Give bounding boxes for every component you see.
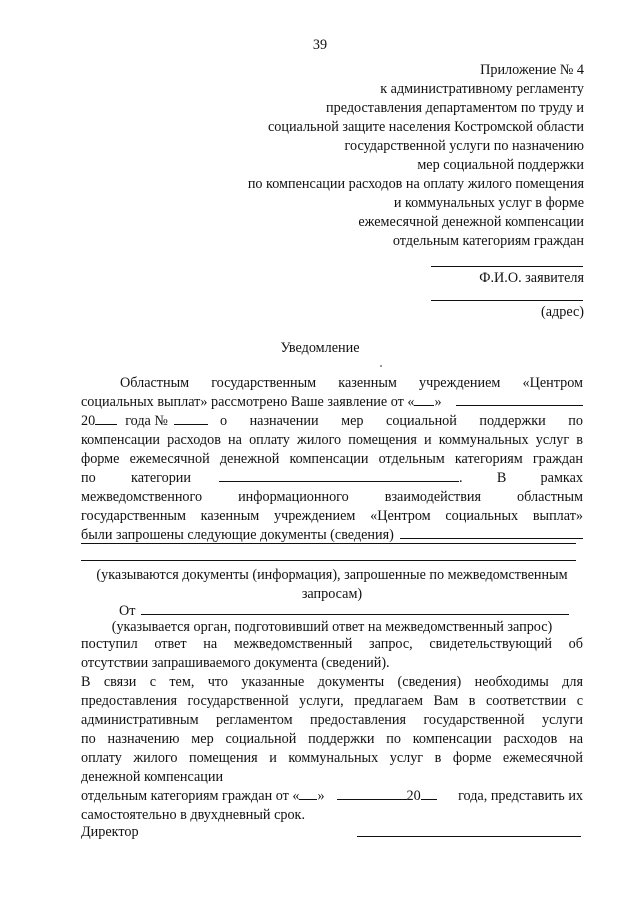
paragraph-line: отсутствии запрашиваемого документа (сведений). <box>81 655 390 671</box>
paragraph-line: Областным государственным казенным учреждением «Центром <box>120 375 583 391</box>
number-blank <box>174 423 208 425</box>
documents-line <box>81 543 576 544</box>
paragraph-line: межведомственного информационного взаимодействия областным <box>81 489 583 505</box>
applicant-address-label: (адрес) <box>540 304 584 320</box>
paragraph-line <box>81 787 583 806</box>
paragraph-line <box>81 412 583 431</box>
paragraph-line: оплату жилого помещения и коммунальных услуг в форме ежемесячной <box>81 750 583 766</box>
text-fragment: года № <box>125 413 168 429</box>
month-blank <box>456 404 583 406</box>
text-fragment: 20 <box>406 788 421 804</box>
paragraph-line: административным регламентом предоставления государственной услуги <box>81 712 583 728</box>
applicant-address-line <box>431 300 583 301</box>
text-fragment: социальных выплат» рассмотрено Ваше заявление от « <box>81 394 415 410</box>
from-hint: (указывается орган, подготовивший ответ на межведомственный запрос) <box>111 619 553 635</box>
text-fragment: года, представить их <box>458 788 583 804</box>
category-blank <box>219 480 459 482</box>
text-fragment: 20 <box>81 413 96 429</box>
text-fragment: » <box>317 788 325 804</box>
applicant-name-label: Ф.И.О. заявителя <box>479 270 584 286</box>
appendix-line: предоставления департаментом по труду и <box>326 100 584 116</box>
paragraph-line: государственным казенным учреждением «Центром социальных выплат» <box>81 508 583 524</box>
appendix-line: и коммунальных услуг в форме <box>393 195 584 211</box>
paragraph-line: денежной компенсации <box>81 769 224 785</box>
applicant-name-line <box>431 266 583 267</box>
paragraph-line: В связи с тем, что указанные документы (сведения) необходимы для <box>81 674 583 690</box>
signature-label: Директор <box>81 824 139 840</box>
appendix-line: мер социальной поддержки <box>417 157 584 173</box>
paragraph-line: компенсации расходов на оплату жилого помещения и коммунальных услуг в <box>81 432 583 448</box>
notice-title: Уведомление <box>280 340 360 356</box>
from-blank <box>141 613 569 615</box>
appendix-line: ежемесячной денежной компенсации <box>358 214 584 230</box>
paragraph-line: по назначению мер социальной поддержки по компенсации расходов на <box>81 731 583 747</box>
scan-speck <box>380 365 382 367</box>
text-fragment: отдельным категориям граждан от « <box>81 788 300 804</box>
from-label: От <box>119 603 136 619</box>
signature-line <box>357 836 581 837</box>
page-number: 39 <box>312 37 328 53</box>
month-blank <box>337 798 407 800</box>
paragraph-line: предоставления государственной услуги, предлагаем Вам в соответствии с <box>81 693 583 709</box>
text-fragment: по категории <box>81 470 191 486</box>
text-fragment: были запрошены следующие документы (сведения) <box>81 527 394 543</box>
appendix-line: по компенсации расходов на оплату жилого помещения <box>247 176 584 192</box>
documents-blank <box>400 537 583 539</box>
appendix-line: социальной защите населения Костромской области <box>267 119 584 135</box>
paragraph-line <box>81 393 583 412</box>
paragraph-line: поступил ответ на межведомственный запрос, свидетельствующий об <box>81 636 583 652</box>
documents-line <box>81 560 576 561</box>
paragraph-line <box>81 469 583 488</box>
documents-hint: запросам) <box>301 586 363 602</box>
paragraph-line: самостоятельно в двухдневный срок. <box>81 807 305 823</box>
day-blank <box>299 798 317 800</box>
appendix-line: отдельным категориям граждан <box>392 233 584 249</box>
day-blank <box>414 404 434 406</box>
paragraph-line: форме ежемесячной денежной компенсации отдельным категориям граждан <box>81 451 583 467</box>
year-blank <box>421 798 437 800</box>
text-fragment: » <box>434 394 442 410</box>
appendix-line: к административному регламенту <box>380 81 584 97</box>
appendix-line: государственной услуги по назначению <box>344 138 584 154</box>
year-blank <box>95 423 117 425</box>
documents-hint: (указываются документы (информация), запрошенные по межведомственным <box>96 567 568 583</box>
text-fragment: . В рамках <box>459 470 583 486</box>
text-fragment: о назначении мер социальной поддержки по <box>219 413 583 429</box>
appendix-title: Приложение № 4 <box>480 62 584 78</box>
